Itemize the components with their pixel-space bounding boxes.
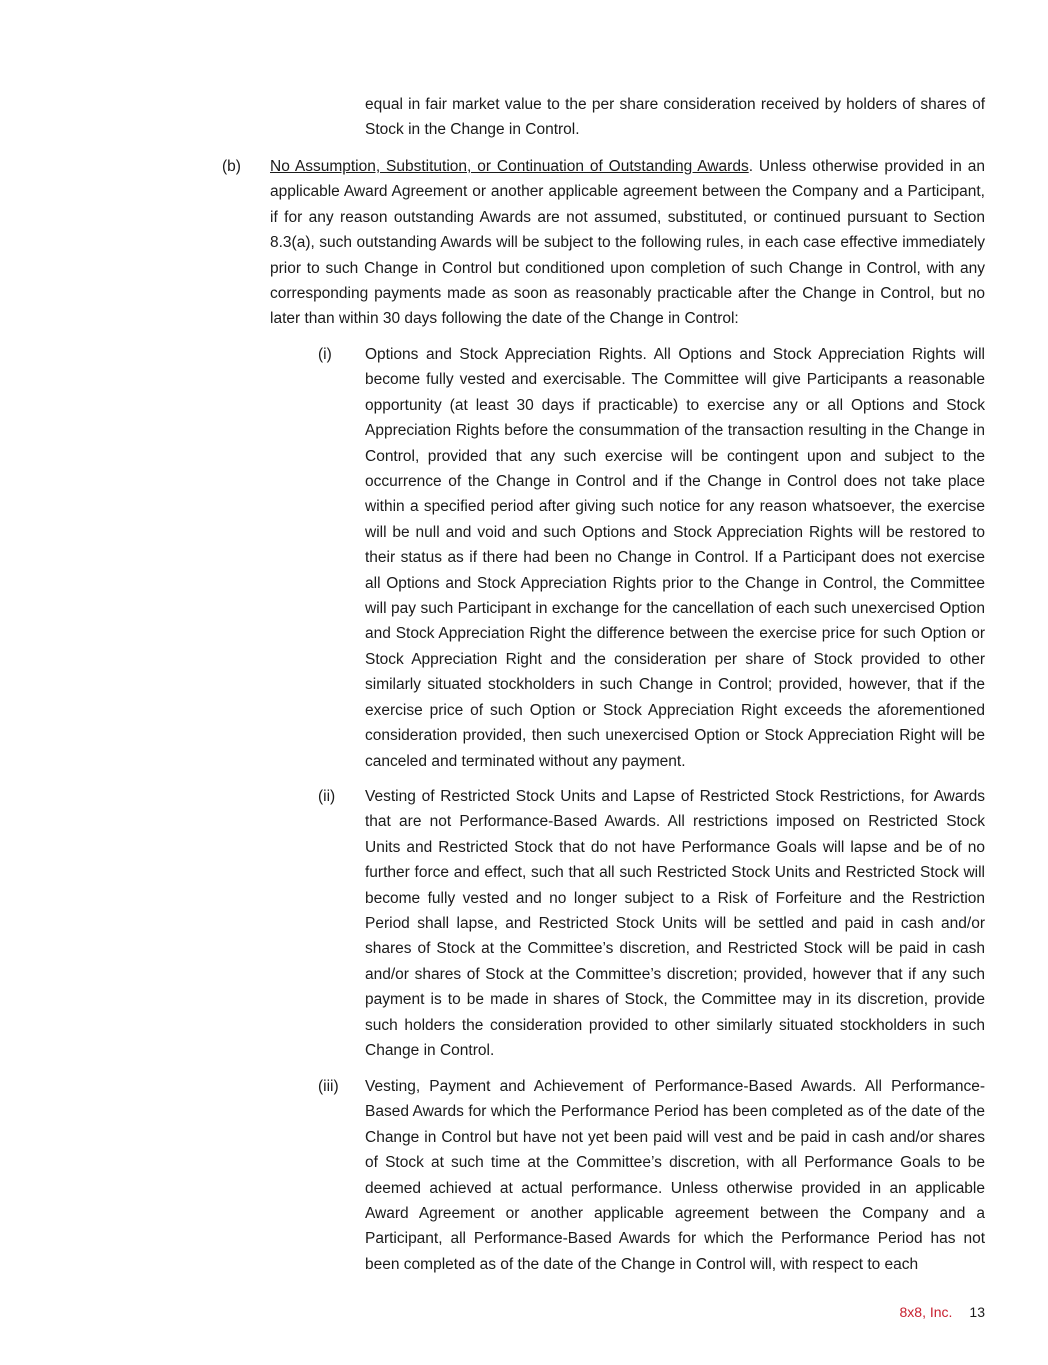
footer-page-number: 13 (969, 1304, 985, 1320)
subsection-i (318, 342, 985, 774)
section-b-paragraph (270, 154, 985, 332)
subsection-i-text: Options and Stock Appreciation Rights. All Options and Stock Appreciation Rights will become fully vested and exercisable. The Committee will give Participants a reasonable opportunity (at least 30 days if practicable) to exercise any or all Options and Stock Appreciation Rights before the consummation of the transaction resulting in the Change in Control, provided that any such exercise will be contingent upon and subject to the occurrence of the Change in Control and if the Change in Control does not take place within a specified period after giving such notice for any reason whatsoever, the exercise will be null and void and such Options and Stock Appreciation Rights will be restored to their status as if there had been no Change in Control. If a Participant does not exercise all Options and Stock Appreciation Rights prior to the Change in Control, the Committee will pay such Participant in exchange for the cancellation of each such unexercised Option and Stock Appreciation Right the difference between the exercise price for such Option or Stock Appreciation Right and the consideration per share of Stock provided to other similarly situated stockholders in such Change in Control; provided, however, that if the exercise price of such Option or Stock Appreciation Right exceeds the aforementioned consideration provided, then such unexercised Option or Stock Appreciation Right will be canceled and terminated without any payment. (365, 346, 985, 770)
section-b-heading: No Assumption, Substitution, or Continuation of Outstanding Awards (270, 158, 749, 175)
subsection-iii (318, 1074, 985, 1277)
subsection-ii-text: Vesting of Restricted Stock Units and Lapse of Restricted Stock Restrictions, for Awards that are not Performance-Based Awards. All restrictions imposed on Restricted Stock Units and Restricted Stock that do not have Performance Goals will lapse and be of no further force and effect, such that all such Restricted Stock Units and Restricted Stock will become fully vested and no longer subject to a Risk of Forfeiture and the Restriction Period shall lapse, and Restricted Stock Units will be settled and paid in cash and/or shares of Stock at the Committee’s discretion, and Restricted Stock will be paid in cash and/or shares of Stock at the Committee’s discretion; provided, however that if any such payment is to be made in shares of Stock, the Committee may in its discretion, provide such holders the consideration provided to other similarly situated stockholders in such Change in Control. (365, 788, 985, 1060)
carryover-paragraph (365, 92, 985, 143)
subsection-ii-marker: (ii) (318, 788, 336, 805)
page-footer (900, 1303, 986, 1321)
subsection-i-marker: (i) (318, 346, 332, 363)
subsection-ii (318, 784, 985, 1063)
subsection-iii-text: Vesting, Payment and Achievement of Performance-Based Awards. All Performance-Based Awards for which the Performance Period has been completed as of the date of the Change in Control but have not yet been paid will vest and be paid in cash and/or shares of Stock at such time at the Committee’s discretion, with all Performance Goals to be deemed achieved at actual performance. Unless otherwise provided in an applicable Award Agreement or another applicable agreement between the Company and a Participant, all Performance-Based Awards for which the Performance Period has not been completed as of the date of the Change in Control will, with respect to each (365, 1078, 985, 1273)
section-b-marker: (b) (222, 158, 241, 175)
footer-company-name: 8x8, Inc. (899, 1304, 953, 1320)
subsection-iii-marker: (iii) (318, 1078, 339, 1095)
section-b-body: . Unless otherwise provided in an applicable Award Agreement or another applicable agreement between the Company and a Participant, if for any reason outstanding Awards are not assumed, substituted, or continued pursuant to Section 8.3(a), such outstanding Awards will be subject to the following rules, in each case effective immediately prior to such Change in Control but conditioned upon completion of such Change in Control, with any corresponding payments made as soon as reasonably practicable after the Change in Control, but no later than within 30 days following the date of the Change in Control: (270, 158, 985, 328)
section-b (222, 154, 985, 332)
carryover-text: equal in fair market value to the per share consideration received by holders of shares of Stock in the Change in Control. (365, 96, 985, 139)
